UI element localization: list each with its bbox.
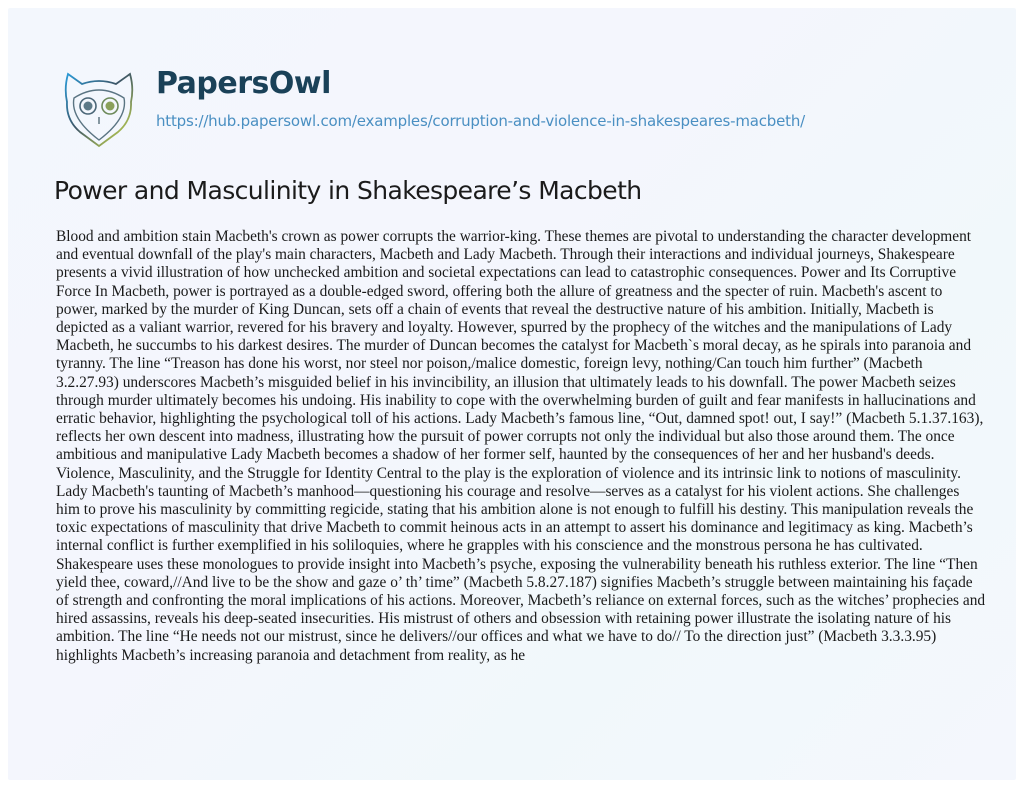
owl-logo-icon (58, 68, 140, 150)
page-title: Power and Masculinity in Shakespeare’s Macbeth (54, 176, 642, 205)
brand-name: PapersOwl (156, 66, 331, 101)
essay-body: Blood and ambition stain Macbeth's crown as power corrupts the warrior-king. These themes are pivotal to understanding the character development and eventual downfall of the play's main characters, Macbeth and Lady Macbeth. Through their interactions and individual journeys, Shakespeare presents a vivid illustration of how unchecked ambition and societal expectations can lead to catastrophic consequences. Power and Its Corruptive Force In Macbeth, power is portrayed as a double-edged sword, offering both the allure of greatness and the specter of ruin. Macbeth's ascent to power, marked by the murder of King Duncan, sets off a chain of events that reveal the destructive nature of his ambition. Initially, Macbeth is depicted as a valiant warrior, revered for his bravery and loyalty. However, spurred by the prophecy of the witches and the manipulations of Lady Macbeth, he succumbs to his darkest desires. The murder of Duncan becomes the catalyst for Macbeth`s moral decay, as he spirals into paranoia and tyranny. The line “Treason has done his worst, nor steel nor poison,/malice domestic, foreign levy, nothing/Can touch him further” (Macbeth 3.2.27.93) underscores Macbeth’s misguided belief in his invincibility, an illusion that ultimately leads to his downfall. The power Macbeth seizes through murder ultimately becomes his undoing. His inability to cope with the overwhelming burden of guilt and fear manifests in hallucinations and erratic behavior, highlighting the psychological toll of his actions. Lady Macbeth’s famous line, “Out, damned spot! out, I say!” (Macbeth 5.1.37.163), reflects her own descent into madness, illustrating how the pursuit of power corrupts not only the individual but also those around them. The once ambitious and manipulative Lady Macbeth becomes a shadow of her former self, haunted by the consequences of her and her husband's deeds. Violence, Masculinity, and the Struggle for Identity Central to the play is the exploration of violence and its intrinsic link to notions of masculinity. Lady Macbeth's taunting of Macbeth’s manhood—questioning his courage and resolve—serves as a catalyst for his violent actions. She challenges him to prove his masculinity by committing regicide, stating that his ambition alone is not enough to fulfill his destiny. This manipulation reveals the toxic expectations of masculinity that drive Macbeth to commit heinous acts in an attempt to assert his dominance and legitimacy as king. Macbeth’s internal conflict is further exemplified in his soliloquies, where he grapples with his conscience and the monstrous persona he has cultivated. Shakespeare uses these monologues to provide insight into Macbeth’s psyche, exposing the vulnerability beneath his ruthless exterior. The line “Then yield thee, coward,//And live to be the show and gaze o’ th’ time” (Macbeth 5.8.27.187) signifies Macbeth’s struggle between maintaining his façade of strength and confronting the moral implications of his actions. Moreover, Macbeth’s reliance on external forces, such as the witches’ prophecies and hired assassins, reveals his deep-seated insecurities. His mistrust of others and obsession with retaining power illustrate the isolating nature of his ambition. The line “He needs not our mistrust, since he delivers//our offices and what we have to do// To the direction just” (Macbeth 3.3.3.95) highlights Macbeth’s increasing paranoia and detachment from reality, as he (56, 228, 986, 664)
source-url-link[interactable]: https://hub.papersowl.com/examples/corruption-and-violence-in-shakespeares-macbeth/ (156, 112, 806, 130)
site-header (58, 62, 958, 152)
page-background (8, 8, 1016, 780)
